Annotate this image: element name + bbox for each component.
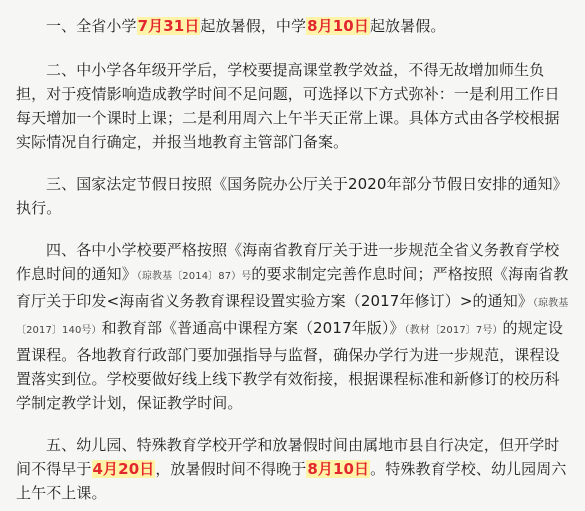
doc-number-2: （琼教基〔2017〕140号） xyxy=(16,298,569,336)
paragraph-2: 二、中小学各年级开学后，学校要提高课堂教学效益，不得无故增加师生负担，对于疫情影响造成教学时间不足问题，可选择以下方式弥补：一是利用工作日每天增加一个课时上课；二是利用周六上午半天正常上课。具体方式由各学校根据实际情况自行确定，并报当地教育主管部门备案。 xyxy=(16,61,560,151)
p4-text-d: 的规定设置课程。各地教育行政部门要加强指导与监督，确保办学行为进一步规范，课程设置落实到位。学校要做好线上线下教学有效衔接，根据课程标准和新修订的校历科学制定教学计划，保证教学时间。 xyxy=(16,319,563,412)
p1-text-c: 起放暑假。 xyxy=(369,17,446,35)
p5-text-a: 五、幼儿园、特殊教育学校开学和放暑假时间由属地市县自行决定，但开学时间不得早于 xyxy=(16,436,560,478)
p4-text-c: 和教育部《普通高中课程方案（2017年版）》 xyxy=(101,319,405,337)
p4-text-a: 四、各中小学校要严格按照《海南省教育厅关于进一步规范全省义务教育学校作息时间的通知》 xyxy=(16,241,560,283)
p5-text-b: ，放暑假时间不得晚于 xyxy=(155,460,307,478)
doc-number-3: （教材〔2017〕7号） xyxy=(404,325,503,336)
p5-text-c: 。特殊教育学校、幼儿园周六上午不上课。 xyxy=(16,460,567,502)
primary-holiday-date: 7月31日 xyxy=(137,17,200,35)
doc-number-1: （琼教基〔2014〕87）号 xyxy=(136,271,252,282)
kindergarten-holiday-date: 8月10日 xyxy=(307,460,370,478)
paragraph-5 xyxy=(16,433,569,505)
kindergarten-start-date: 4月20日 xyxy=(92,460,155,478)
middle-school-holiday-date: 8月10日 xyxy=(307,17,369,35)
paragraph-3: 三、国家法定节假日按照《国务院办公厅关于2020年部分节假日安排的通知》执行。 xyxy=(16,175,568,217)
p1-text-b: 起放暑假，中学 xyxy=(200,17,307,35)
paragraph-4 xyxy=(16,238,569,415)
p1-text-a: 一、全省小学 xyxy=(46,17,137,35)
paragraph-1 xyxy=(16,14,569,38)
p4-text-b: 的要求制定完善作息时间；严格按照《海南省教育厅关于印发<海南省义务教育课程设置实验方案（2017年修订）>的通知》 xyxy=(16,265,569,310)
